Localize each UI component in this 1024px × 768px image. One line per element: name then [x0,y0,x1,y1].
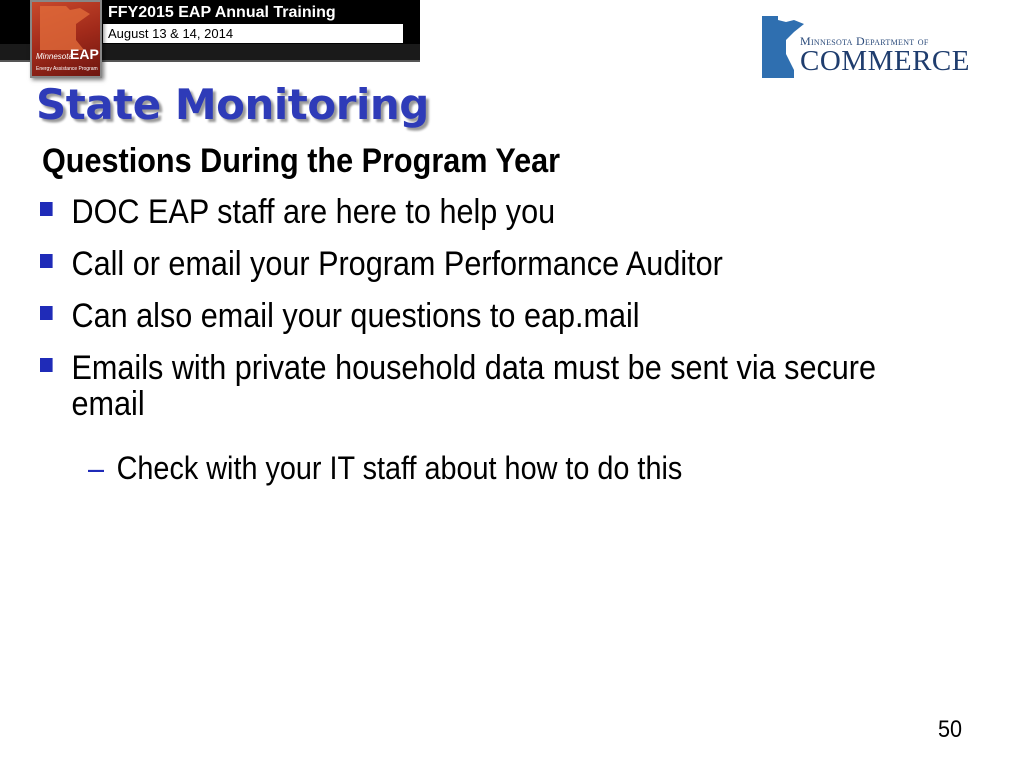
page-number: 50 [938,716,963,743]
minnesota-state-icon [760,14,804,80]
bullet-square-icon [40,358,53,372]
minnesota-map-icon [36,4,98,52]
eap-logo [30,0,102,78]
header-subtitle: August 13 & 14, 2014 [108,26,234,41]
dash-marker: – [88,450,105,486]
eap-logo-small: Energy Assistance Program [36,66,98,72]
header-title: FFY2015 EAP Annual Training [108,4,336,21]
bullet-square-icon [40,202,53,216]
bullet-text: Emails with private household data must be sent via secure email [71,349,877,423]
list-item [40,350,936,422]
list-item [40,298,850,334]
bullet-list [40,194,940,438]
bullet-text: DOC EAP staff are here to help you [71,193,556,231]
sub-bullet [88,450,682,487]
list-item [40,246,850,282]
eap-logo-word: Minnesota [36,52,73,61]
commerce-logo [760,14,990,80]
bullet-text: Call or email your Program Performance Auditor [71,245,723,283]
bullet-square-icon [40,254,53,268]
bullet-square-icon [40,306,53,320]
commerce-logo-line1: Minnesota Department of [800,34,929,48]
bullet-text: Can also email your questions to eap.mail [71,297,640,335]
slide-title: State Monitoring [36,80,429,129]
slide-subtitle: Questions During the Program Year [42,142,561,180]
sub-bullet-text: Check with your IT staff about how to do this [116,450,683,486]
list-item [40,194,850,230]
eap-logo-letters: EAP [70,46,99,62]
commerce-logo-line2: COMMERCE [800,45,970,77]
